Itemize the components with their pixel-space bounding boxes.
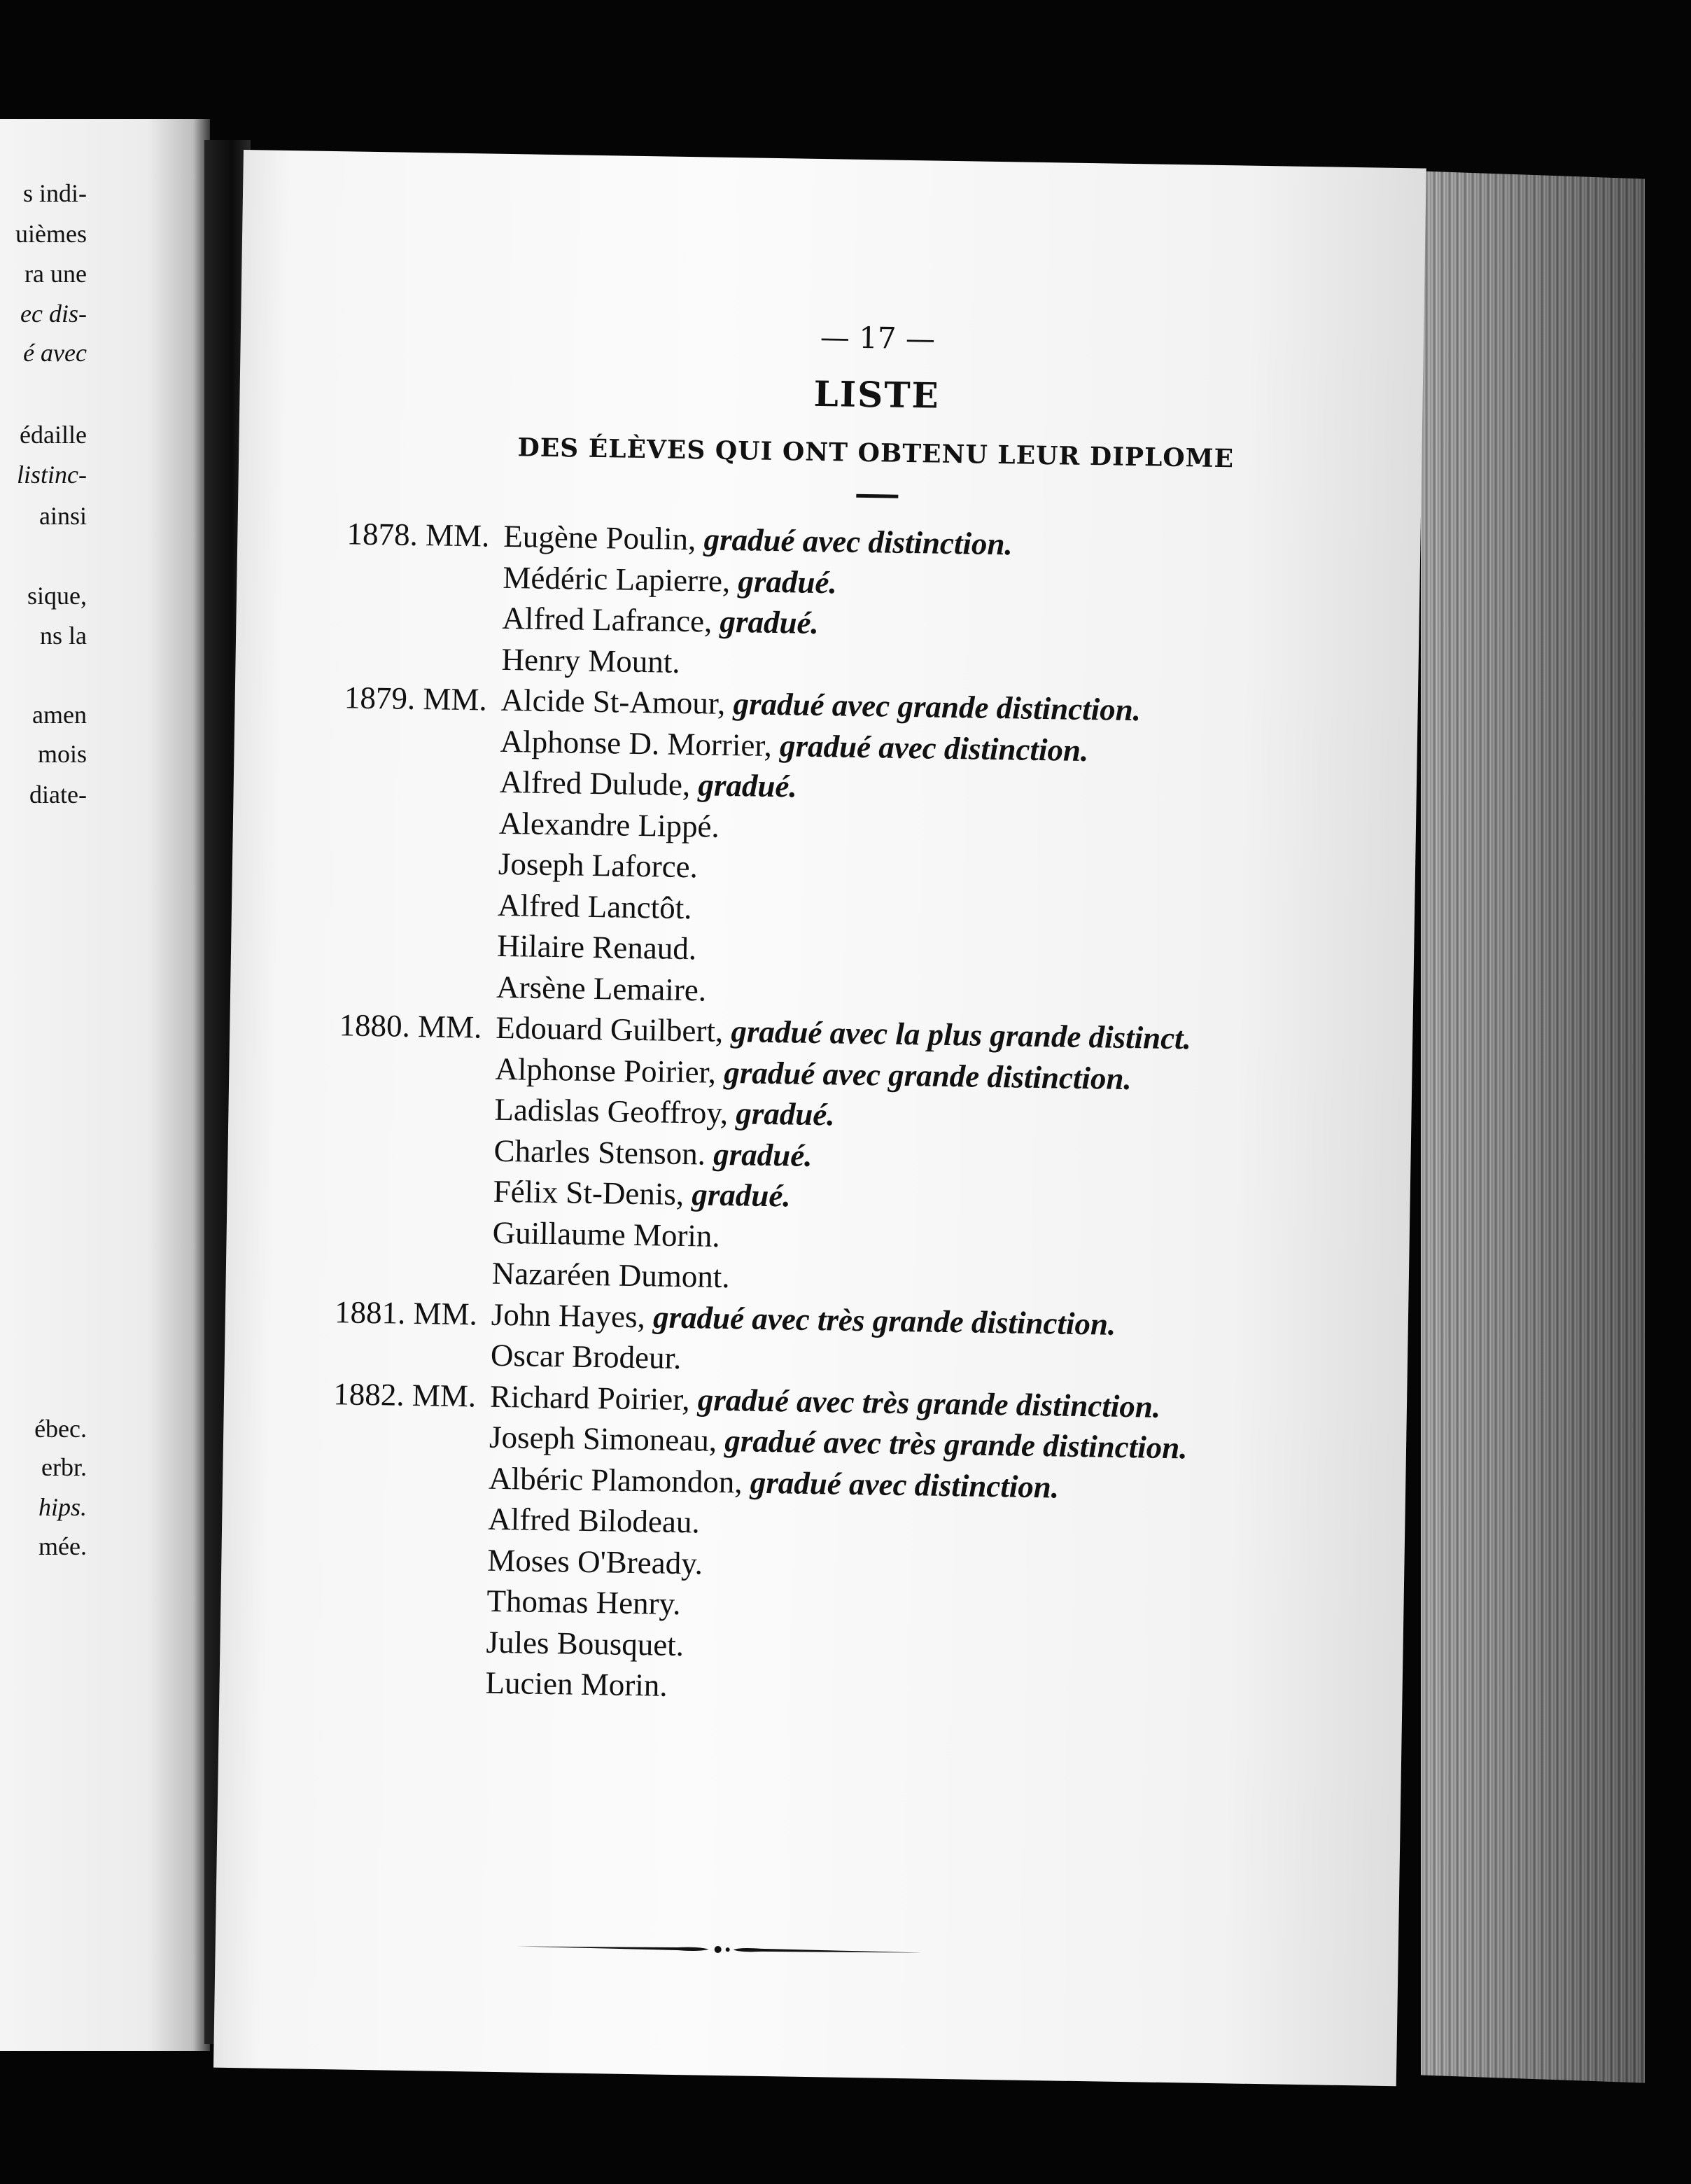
graduate-name: Jules Bousquet. xyxy=(486,1624,685,1662)
graduate-name: Alphonse D. Morrier, xyxy=(500,723,773,763)
graduate-name: Lucien Morin. xyxy=(485,1665,668,1703)
previous-page-text-fragment: ébec. xyxy=(34,1415,87,1443)
graduate-name: Guillaume Morin. xyxy=(492,1214,721,1254)
previous-page-text-fragment: ainsi xyxy=(39,502,87,530)
previous-page-text-fragment: s indi- xyxy=(22,179,87,207)
graduate-entry xyxy=(498,886,692,925)
graduate-name: Alfred Lanctôt. xyxy=(497,887,692,925)
graduation-distinction: gradué avec grande distinction. xyxy=(733,686,1142,728)
page-title: LISTE xyxy=(813,372,941,416)
graduate-entry xyxy=(489,1460,1060,1505)
graduate-name: Arsène Lemaire. xyxy=(496,969,707,1008)
graduation-distinction: gradué. xyxy=(720,603,820,640)
graduate-name: Hilaire Renaud. xyxy=(496,927,697,967)
graduate-name: Alcide St-Amour, xyxy=(500,682,726,721)
graduation-distinction: gradué. xyxy=(698,767,798,804)
graduate-entry xyxy=(494,1091,835,1133)
graduate-entry xyxy=(486,1623,684,1662)
graduation-distinction: gradué avec distinction. xyxy=(779,727,1089,768)
graduate-entry xyxy=(501,640,680,680)
graduate-entry xyxy=(491,1337,682,1376)
decorative-rule-ornament xyxy=(516,1932,922,1966)
graduation-distinction: gradué. xyxy=(735,1096,836,1133)
graduation-year: 1879. MM. xyxy=(344,680,488,718)
graduate-entry xyxy=(496,1009,1191,1057)
graduate-entry xyxy=(485,1665,668,1704)
graduate-name: Nazaréen Dumont. xyxy=(491,1255,731,1295)
graduate-entry xyxy=(487,1541,703,1581)
graduate-entry xyxy=(499,764,797,805)
graduation-distinction: gradué. xyxy=(738,563,838,600)
graduate-name: Joseph Simoneau, xyxy=(489,1419,717,1458)
previous-page-text-fragment: édaille xyxy=(20,421,87,449)
graduation-distinction: gradué avec grande distinction. xyxy=(723,1054,1132,1096)
book-page xyxy=(213,150,1426,2086)
graduation-distinction: gradué avec distinction. xyxy=(750,1464,1060,1505)
graduate-entry xyxy=(497,927,697,967)
graduate-entry xyxy=(493,1132,813,1173)
graduate-name: Ladislas Geoffroy, xyxy=(494,1091,729,1131)
previous-page-text-fragment: hips. xyxy=(38,1493,87,1521)
graduation-distinction: gradué avec distinction. xyxy=(703,522,1013,562)
previous-page-text-fragment: ra une xyxy=(24,260,87,288)
graduate-entry xyxy=(498,846,699,885)
graduate-entry xyxy=(486,1583,681,1622)
graduate-name: Albéric Plamondon, xyxy=(488,1460,743,1499)
graduate-entry xyxy=(503,518,1013,562)
graduate-entry xyxy=(491,1255,730,1295)
graduate-name: Charles Stenson. xyxy=(493,1133,706,1172)
previous-page-text-fragment: listinc- xyxy=(17,461,87,489)
graduation-distinction: gradué avec la plus grande distinct. xyxy=(731,1014,1192,1056)
graduate-entry xyxy=(499,804,720,844)
graduation-distinction: gradué avec très grande distinction. xyxy=(724,1423,1188,1466)
previous-page-text-fragment: uièmes xyxy=(15,220,87,248)
graduate-entry xyxy=(495,1050,1132,1096)
graduation-year: 1878. MM. xyxy=(346,516,490,554)
title-rule xyxy=(856,494,898,498)
graduate-entry xyxy=(493,1173,791,1214)
previous-page-text-fragment: ec dis- xyxy=(20,300,87,328)
page-stack-shade xyxy=(1421,171,1645,2082)
previous-page-text-fragment: sique, xyxy=(27,582,87,610)
graduation-distinction: gradué avec très grande distinction. xyxy=(652,1298,1116,1342)
graduation-distinction: gradué. xyxy=(692,1177,792,1214)
page-number: — 17 — xyxy=(820,319,936,356)
graduate-entry xyxy=(500,722,1088,768)
graduate-name: Alfred Dulude, xyxy=(499,764,691,803)
graduate-name: Thomas Henry. xyxy=(486,1583,681,1622)
previous-page-text-fragment: é avec xyxy=(23,339,87,367)
previous-page-text-fragment: mée. xyxy=(38,1532,87,1560)
graduate-entry xyxy=(491,1296,1116,1342)
graduate-entry xyxy=(492,1214,720,1254)
graduate-entry xyxy=(503,559,837,600)
page-subtitle: DES ÉLÈVES QUI ONT OBTENU LEUR DIPLOME xyxy=(517,433,1235,474)
graduate-name: Edouard Guilbert, xyxy=(495,1009,724,1049)
graduate-entry xyxy=(489,1419,1188,1466)
graduate-entry xyxy=(490,1378,1161,1424)
graduate-name: Alfred Lafrance, xyxy=(502,600,713,639)
graduate-name: Alphonse Poirier, xyxy=(495,1051,717,1090)
graduation-distinction: gradué. xyxy=(713,1136,813,1173)
graduation-year: 1882. MM. xyxy=(332,1376,477,1413)
graduate-entry xyxy=(496,968,707,1008)
graduate-name: Eugène Poulin, xyxy=(503,518,696,557)
graduate-name: John Hayes, xyxy=(491,1296,646,1334)
graduate-entry xyxy=(502,600,819,641)
previous-page-text-fragment: ns la xyxy=(40,622,87,650)
graduation-year: 1880. MM. xyxy=(339,1007,482,1045)
graduate-name: Oscar Brodeur. xyxy=(490,1337,682,1376)
graduate-name: Joseph Laforce. xyxy=(498,846,699,885)
graduate-name: Félix St-Denis, xyxy=(493,1173,685,1212)
previous-page-text-fragment: amen xyxy=(32,701,87,729)
graduate-name: Richard Poirier, xyxy=(489,1378,691,1417)
graduate-name: Alexandre Lippé. xyxy=(498,805,720,844)
previous-page-text-fragment: diate- xyxy=(29,780,87,808)
graduate-entry xyxy=(488,1501,700,1541)
previous-page-text-fragment: mois xyxy=(37,740,87,768)
graduate-entry xyxy=(500,682,1141,728)
previous-page-text-fragment: erbr. xyxy=(41,1453,87,1481)
graduate-name: Moses O'Bready. xyxy=(487,1542,703,1581)
graduation-year: 1881. MM. xyxy=(334,1294,478,1331)
previous-page-edge xyxy=(0,119,210,2051)
graduate-name: Alfred Bilodeau. xyxy=(487,1501,701,1540)
graduate-name: Médéric Lapierre, xyxy=(503,559,731,598)
graduation-distinction: gradué avec très grande distinction. xyxy=(697,1381,1161,1424)
graduate-name: Henry Mount. xyxy=(501,641,680,680)
